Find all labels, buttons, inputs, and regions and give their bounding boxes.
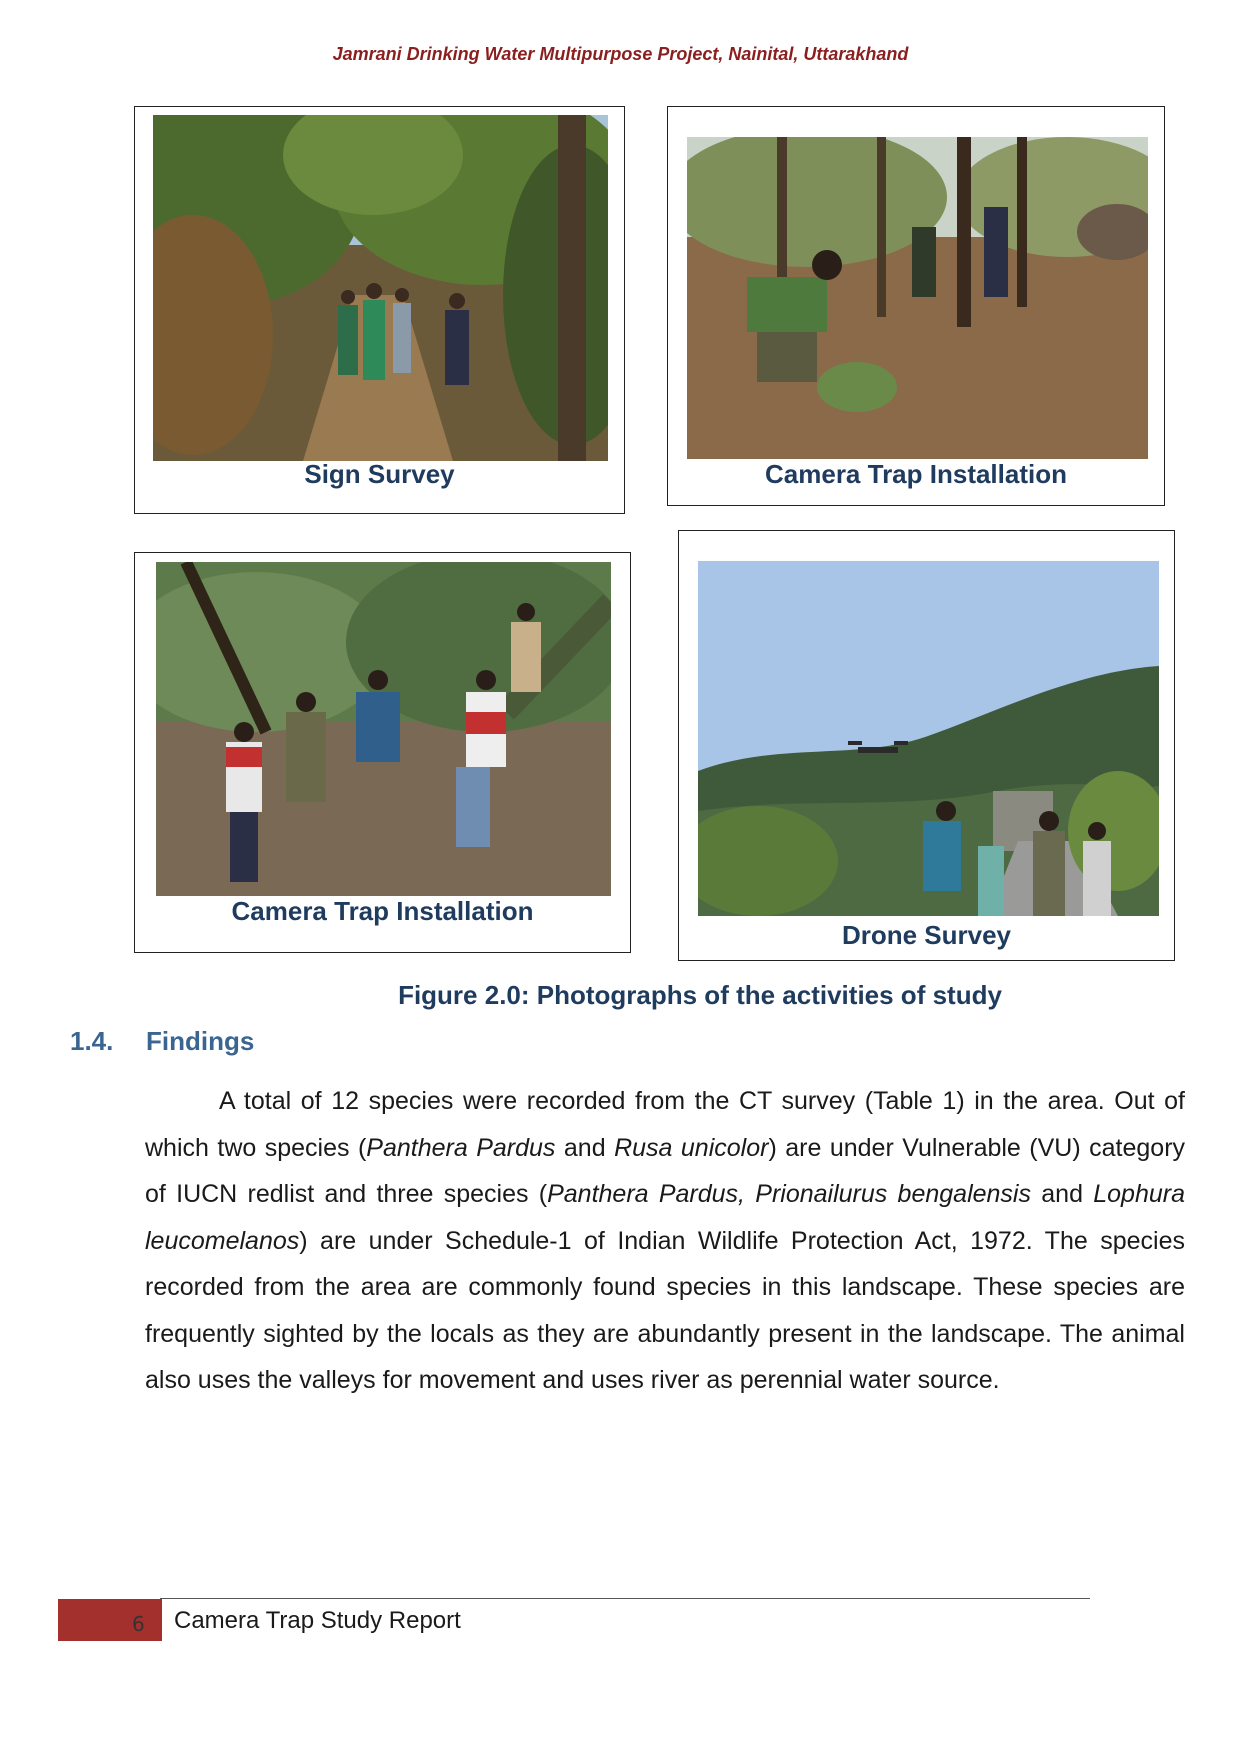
- page-number: 6: [132, 1612, 145, 1636]
- photo-frame-drone-survey: [678, 530, 1175, 961]
- footer-rule: [160, 1598, 1090, 1599]
- drone-survey-photo: [698, 561, 1159, 916]
- sign-survey-photo: [153, 115, 608, 461]
- camera-trap-photo-2: [156, 562, 611, 896]
- species-name: Lophura leucomelanos: [145, 1180, 1185, 1255]
- photo-frame-sign-survey: [134, 106, 625, 514]
- section-title: Findings: [146, 1026, 255, 1056]
- paragraph-text: and: [555, 1133, 615, 1162]
- species-name: Rusa unicolor: [614, 1133, 769, 1162]
- photo-caption: Camera Trap Installation: [231, 896, 534, 926]
- section-heading: [70, 1026, 254, 1057]
- section-number: 1.4.: [70, 1026, 114, 1056]
- paragraph-text: ) are under Vulnerable (VU) category of IUCN redlist and three species (: [145, 1133, 1186, 1208]
- paragraph-text: ) are under Schedule-1 of Indian Wildlife Protection Act, 1972. The species recorded from the area are commonly found species in this landscape. These species are frequently sighted by the locals as they are abundantly present in the landscape. The animal also uses the valleys for movement and uses river as perennial water source.: [145, 1226, 1185, 1394]
- species-name: Panthera Pardus, Prionailurus bengalensis: [547, 1180, 1031, 1208]
- camera-trap-photo-1: [687, 137, 1148, 459]
- photo-caption: Sign Survey: [304, 459, 455, 489]
- photo-frame-camera-trap-2: [134, 552, 631, 953]
- photo-frame-camera-trap-1: [667, 106, 1165, 506]
- figure-caption: Figure 2.0: Photographs of the activities of study: [398, 980, 1002, 1010]
- species-name: Panthera Pardus: [366, 1133, 556, 1162]
- paragraph-text: and: [1030, 1180, 1094, 1208]
- footer-color-block: [58, 1599, 162, 1641]
- findings-paragraph: [145, 1078, 1185, 1404]
- photo-caption: Drone Survey: [841, 920, 1012, 950]
- running-header: Jamrani Drinking Water Multipurpose Project, Nainital, Uttarakhand: [332, 44, 909, 64]
- photo-caption: Camera Trap Installation: [765, 459, 1067, 489]
- footer-title: Camera Trap Study Report: [174, 1607, 461, 1634]
- paragraph-text: A total of 12 species were recorded from the CT survey (Table 1) in the area. Out of which two species (: [145, 1087, 1185, 1162]
